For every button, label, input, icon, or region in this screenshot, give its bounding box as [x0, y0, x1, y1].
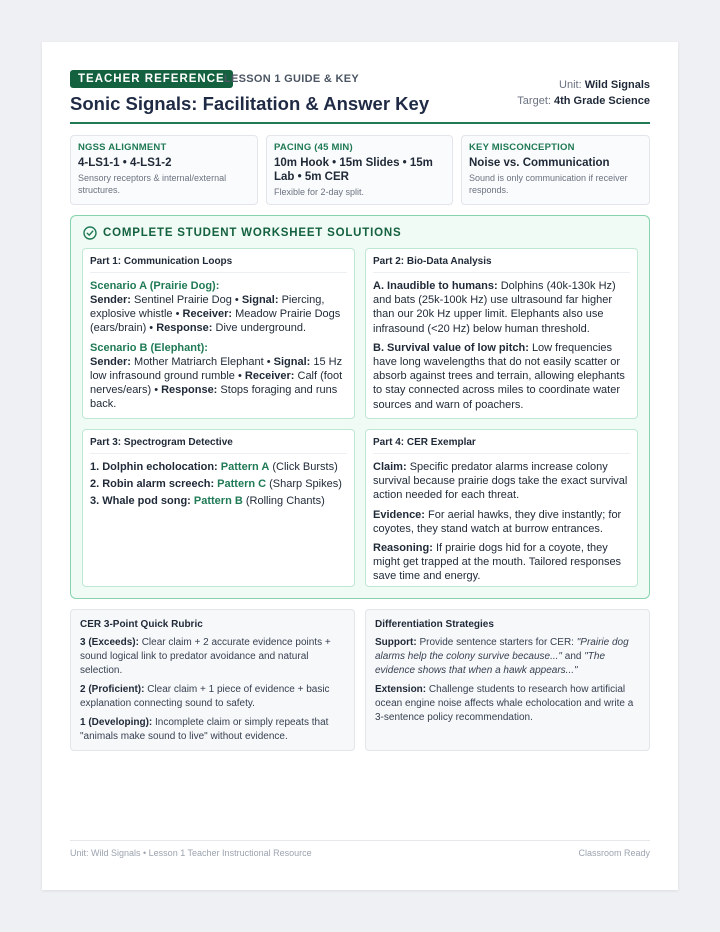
- spectrogram-answer: 2. Robin alarm screech: Pattern C (Sharp Spikes): [90, 478, 342, 491]
- differentiation-heading: Differentiation Strategies: [375, 619, 494, 630]
- rubric-item: 2 (Proficient): Clear claim + 1 piece of evidence + basic explanation connecting sound to safety.: [80, 684, 330, 709]
- info-sub: Flexible for 2-day split.: [274, 187, 365, 197]
- info-main: 10m Hook • 15m Slides • 15m Lab • 5m CER: [274, 157, 433, 183]
- part2-card: [365, 248, 638, 419]
- spectrogram-answer: 3. Whale pod song: Pattern B (Rolling Chants): [90, 495, 325, 508]
- scenario-a-text: Sender: Sentinel Prairie Dog • Signal: Piercing, explosive whistle • Receiver: Meadow Prairie Dogs (ears/brain) • Response: Dive underground.: [90, 294, 341, 335]
- misconception-box: [461, 135, 650, 205]
- differentiation-box: [365, 609, 650, 751]
- ngss-alignment-box: [70, 135, 258, 205]
- info-sub: Sound is only communication if receiver responds.: [469, 173, 628, 195]
- part1-heading: Part 1: Communication Loops: [90, 256, 347, 273]
- document-page: [42, 42, 678, 890]
- lesson-label: LESSON 1 GUIDE & KEY: [224, 73, 359, 85]
- part2-answer-a: A. Inaudible to humans: Dolphins (40k-130k Hz) and bats (25k-100k Hz) use ultrasound far higher than our 20k Hz upper limit. Elephants also use infrasound (<20 Hz) below human threshold.: [373, 280, 616, 335]
- scenario-b-title: Scenario B (Elephant):: [90, 341, 208, 354]
- rubric-item: 1 (Developing): Incomplete claim or simply repeats that "animals make sound to live" without evidence.: [80, 717, 329, 742]
- info-heading: NGSS ALIGNMENT: [78, 142, 167, 153]
- rubric-item: 3 (Exceeds): Clear claim + 2 accurate evidence points + sound logical link to predator avoidance and natural selection.: [80, 637, 331, 676]
- target-meta: Target: 4th Grade Science: [517, 95, 650, 107]
- support-strategy: Support: Provide sentence starters for CER: "Prairie dog alarms help the colony survive because..." and "The evidence shows that when a hawk appears...": [375, 637, 629, 676]
- solutions-title: [83, 226, 401, 240]
- worksheet-solutions-panel: [70, 215, 650, 599]
- pacing-box: [266, 135, 453, 205]
- cer-evidence: Evidence: For aerial hawks, they dive instantly; for coyotes, they stand watch at burrow entrances.: [373, 508, 622, 535]
- info-heading: PACING (45 MIN): [274, 142, 353, 153]
- info-main: 4-LS1-1 • 4-LS1-2: [78, 157, 172, 169]
- teacher-reference-badge: TEACHER REFERENCE: [70, 70, 233, 88]
- footer-left-text: Unit: Wild Signals • Lesson 1 Teacher Instructional Resource: [70, 848, 312, 858]
- info-main: Noise vs. Communication: [469, 157, 610, 169]
- extension-strategy: Extension: Challenge students to research how artificial ocean engine noise affects whale echolocation and write a 3-sentence policy recommendation.: [375, 684, 634, 723]
- spectrogram-answer: 1. Dolphin echolocation: Pattern A (Click Bursts): [90, 461, 338, 473]
- scenario-a-title: Scenario A (Prairie Dog):: [90, 280, 220, 292]
- part2-heading: Part 2: Bio-Data Analysis: [373, 256, 630, 273]
- part3-card: [82, 429, 355, 587]
- part4-card: [365, 429, 638, 587]
- check-circle-icon: [83, 226, 97, 240]
- rubric-heading: CER 3-Point Quick Rubric: [80, 619, 203, 630]
- info-heading: KEY MISCONCEPTION: [469, 142, 575, 153]
- unit-meta: Unit: Wild Signals: [559, 79, 650, 91]
- part3-heading: Part 3: Spectrogram Detective: [90, 437, 347, 454]
- page-title: Sonic Signals: Facilitation & Answer Key: [70, 93, 430, 114]
- footer-right-text: Classroom Ready: [578, 848, 650, 858]
- part4-heading: Part 4: CER Exemplar: [373, 437, 630, 454]
- cer-claim: Claim: Specific predator alarms increase colony survival because prairie dogs take the exact survival action needed for each threat.: [373, 461, 628, 502]
- info-sub: Sensory receptors & internal/external structures.: [78, 173, 227, 195]
- solutions-title-text: COMPLETE STUDENT WORKSHEET SOLUTIONS: [103, 227, 402, 239]
- page-header: [70, 70, 650, 124]
- cer-reasoning: Reasoning: If prairie dogs hid for a coyote, they might get trapped at the mouth. Tailored responses save time and energy.: [373, 542, 622, 583]
- scenario-b-text: Sender: Mother Matriarch Elephant • Signal: 15 Hz low infrasound ground rumble • Receiver: Calf (foot nerves/ears) • Response: Stops foraging and runs back.: [90, 355, 343, 411]
- page-footer: [70, 840, 650, 858]
- part1-card: [82, 248, 355, 419]
- rubric-box: [70, 609, 355, 751]
- part2-answer-b: B. Survival value of low pitch: Low frequencies have long wavelengths that do not easily scatter or absorb against trees and terrain, allowing elephants to stay connected across miles to coordinate water sources and warn of poachers.: [373, 341, 625, 411]
